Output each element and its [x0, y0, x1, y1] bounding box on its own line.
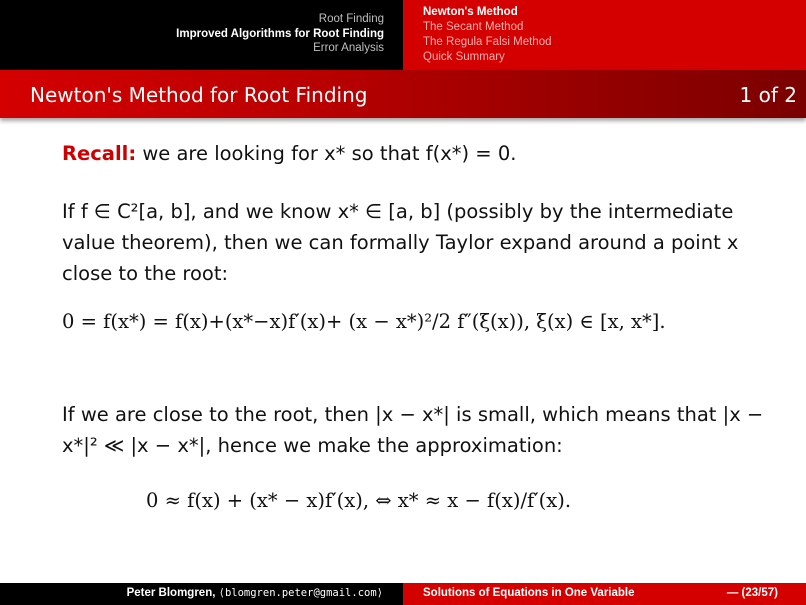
- header-navigation: [0, 0, 806, 70]
- footer-title-block: [403, 583, 806, 605]
- newton-approximation-equation: 0 ≈ f(x) + (x* − x)f′(x), ⇔ x* ≈ x − f(x)/f′(x).: [146, 489, 572, 512]
- frame-title-bar: [0, 70, 806, 118]
- footer: [0, 583, 806, 605]
- subsection-link-newtons-method[interactable]: Newton's Method: [423, 6, 518, 18]
- subsection-list: [423, 5, 551, 65]
- approximation-paragraph: If we are close to the root, then |x − x*| is small, which means that |x − x*|² ≪ |x − x*|, hence we make the approximation:: [62, 403, 764, 457]
- footer-presentation-title[interactable]: Solutions of Equations in One Variable: [423, 587, 635, 599]
- section-link-root-finding[interactable]: Root Finding: [318, 13, 384, 25]
- footer-author-block: [0, 583, 403, 605]
- frame-title: Newton's Method for Root Finding: [30, 83, 368, 107]
- taylor-intro-paragraph: If f ∈ C²[a, b], and we know x* ∈ [a, b] (possibly by the intermediate value theorem), then we can formally Taylor expand around a point x close to the root:: [62, 200, 739, 285]
- footer-page-number: — (23/57): [726, 587, 778, 599]
- recall-label: Recall:: [62, 142, 137, 165]
- section-link-improved-algorithms[interactable]: Improved Algorithms for Root Finding: [176, 27, 384, 40]
- recall-text: we are looking for x* so that f(x*) = 0.: [142, 142, 517, 165]
- subsection-link-quick-summary[interactable]: Quick Summary: [423, 51, 505, 63]
- section-list: [176, 12, 384, 56]
- subsection-link-secant-method[interactable]: The Secant Method: [423, 21, 524, 33]
- subsection-link-regula-falsi[interactable]: The Regula Falsi Method: [423, 36, 552, 48]
- subsection-nav: [403, 0, 806, 70]
- author-name: Peter Blomgren,: [126, 587, 216, 599]
- recall-line: [62, 138, 516, 169]
- footer-author: [127, 587, 383, 599]
- frame-counter: 1 of 2: [739, 83, 797, 107]
- author-email[interactable]: ⟨blomgren.peter@gmail.com⟩: [218, 587, 383, 599]
- section-nav: [0, 0, 403, 70]
- section-link-error-analysis[interactable]: Error Analysis: [313, 42, 384, 54]
- taylor-expansion-equation: 0 = f(x*) = f(x)+(x*−x)f′(x)+ (x − x*)²/2 f″(ξ(x)), ξ(x) ∈ [x, x*].: [62, 310, 666, 333]
